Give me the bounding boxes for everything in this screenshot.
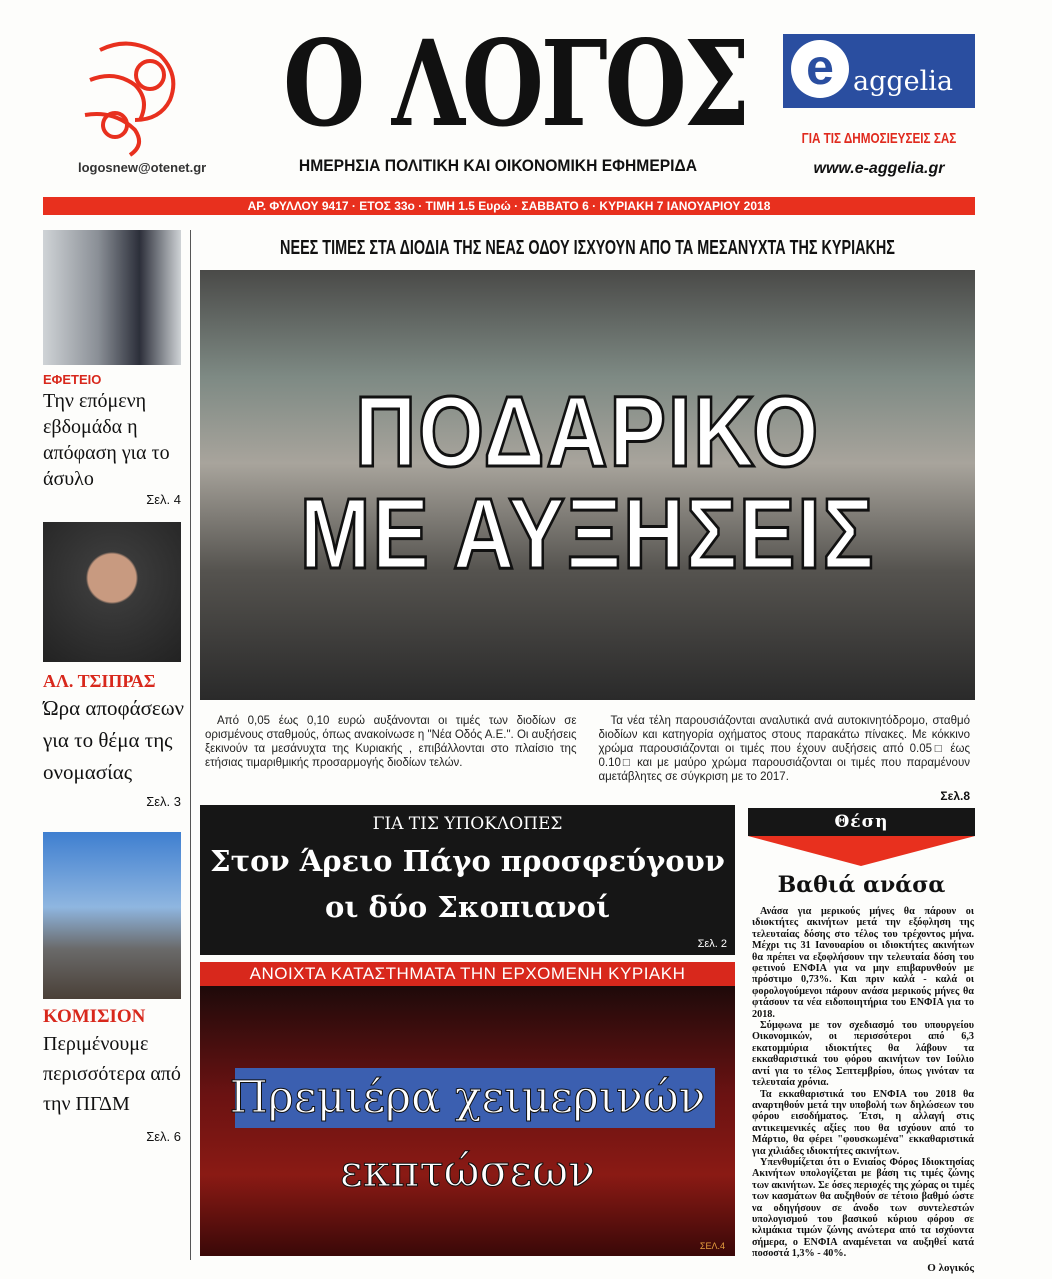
ad-tagline: ΓΙΑ ΤΙΣ ΔΗΜΟΣΙΕΥΣΕΙΣ ΣΑΣ [801,130,957,147]
sidebar-kicker: ΚΟΜΙΣΙΟΝ [43,1006,146,1027]
opinion-paragraph: Σύμφωνα με τον σχεδιασμό του υπουργείου Οικονομικών, οι περισσότεροι από 6,3 εκατομμύρια ιδιοκτήτες θα λάβουν τα εκκαθαριστικά του φόρου ακινήτων τον Ιούλιο αντί για το τέλος Σεπτεμβρίου, όπως γινόταν τα τελευταία χρόνια. [752,1020,974,1089]
column-divider [190,230,191,1260]
contact-email[interactable]: logosnew@otenet.gr [78,160,207,175]
wiretap-story-box[interactable] [200,805,735,955]
sidebar [43,230,189,1145]
sidebar-headline[interactable]: Περιμένουμε περισσότερα από την ΠΓΔΜ [43,1033,181,1115]
toll-station-photo [200,270,975,700]
newspaper-logo-illustration [70,30,200,160]
sidebar-kicker: ΑΛ. ΤΣΙΠΡΑΣ [43,671,156,691]
page-ref: ΣΕΛ.4 [699,1241,725,1251]
sales-overline: ΑΝΟΙΧΤΑ ΚΑΤΑΣΤΗΜΑΤΑ ΤΗΝ ΕΡΧΟΜΕΝΗ ΚΥΡΙΑΚΗ [200,962,735,986]
lead-overline: ΝΕΕΣ ΤΙΜΕΣ ΣΤΑ ΔΙΟΔΙΑ ΤΗΣ ΝΕΑΣ ΟΔΟΥ ΙΣΧΥΟΥΝ ΑΠΟ ΤΑ ΜΕΣΑΝΥΧΤΑ ΤΗΣ ΚΥΡΙΑΚΗΣ [280,237,895,259]
wiretap-headline-line1: Στον Άρειο Πάγο προσφεύγουν [210,844,725,878]
skopje-photo [43,832,181,999]
sidebar-kicker: ΕΦΕΤΕΙΟ [43,372,102,387]
tsipras-photo [43,522,181,662]
opinion-headline[interactable]: Βαθιά ανάσα [777,872,946,898]
page-ref: Σελ. 3 [146,794,181,809]
court-photo [43,230,181,365]
newspaper-subtitle: ΗΜΕΡΗΣΙΑ ΠΟΛΙΤΙΚΗ ΚΑΙ ΟΙΚΟΝΟΜΙΚΗ ΕΦΗΜΕΡΙΔΑ [298,156,698,175]
page-ref: Σελ. 6 [146,1129,181,1144]
opinion-label: Θέση [834,812,889,832]
lead-headline-line2[interactable]: ΜΕ ΑΥΞΗΣΕΙΣ [299,478,876,590]
opinion-paragraph: Τα εκκαθαριστικά του ΕΝΦΙΑ του 2018 θα αναρτηθούν μετά την υποβολή των δηλώσεων του φόρου εισοδήματος. Έτσι, η αλλαγή στις αντικειμενικές αξίες που θα ισχύουν από το Μάρτιο, θα φέρει "φουσκωμένα" εκκαθαριστικά για χιλιάδες ιδιοκτήτες ακινήτων. [752,1088,974,1157]
lead-paragraph: Από 0,05 έως 0,10 ευρώ αυξάνονται οι τιμές των διοδίων σε ορισμένους σταθμούς, όπως ανακοίνωσε η "Νέα Οδός Α.Ε.". Οι αυξήσεις ξεκινούν τα μεσάνυχτα της Κυριακής , επιβάλλονται στο πλαίσιο της ετήσιας τιμαριθμικής προσαρμογής διοδίων τελών. [205,715,577,769]
page-ref: Σελ.8 [940,789,970,803]
issue-info-bar: ΑΡ. ΦΥΛΛΟΥ 9417 · ΕΤΟΣ 33ο · ΤΙΜΗ 1.5 Ευρώ · ΣΑΒΒΑΤΟ 6 · ΚΥΡΙΑΚΗ 7 ΙΑΝΟΥΑΡΙΟΥ 2018 [43,197,975,215]
opinion-body [752,906,974,1275]
opinion-paragraph: Υπενθυμίζεται ότι ο Ενιαίος Φόρος Ιδιοκτησίας Ακινήτων υπολογίζεται με βάση τις τιμές ζώνης των ακινήτων. Σε όσες περιοχές της χώρας οι τιμές των κασμάτων θα αυξηθούν σε τέτοιο βαθμό ώστε να οδηγήσουν σε άνοδο των συντελεστών υπολογισμού του βασικού κύριου φόρου σε κλιμάκια τιμών ζώνης ανώτερα από τα ισχύοντα σήμερα, ο ΕΝΦΙΑ αναμένεται να αυξηθεί κατά ποσοστά 1,3% - 40%. [752,1156,974,1260]
wiretap-headline-line2: οι δύο Σκοπιανοί [324,890,611,924]
page-ref: Σελ. 2 [697,938,727,950]
lead-article-body [205,714,970,784]
shop-window-photo[interactable] [200,986,735,1256]
opinion-signature: Ο λογικός [927,1261,974,1274]
eaggelia-logo-text: aggelia [853,66,954,97]
lead-paragraph: Τα νέα τέλη παρουσιάζονται αναλυτικά ανά αυτοκινητόδρομο, σταθμό διοδίων και κατηγορία οχήματος στους παρακάτω πίνακες. Με κόκκινο χρώμα παρουσιάζονται οι τιμές που έχουν αυξήσεις από 0.05□ έως 0.10□ και με μαύρο χρώμα παρουσιάζονται οι τιμές που παραμένουν αμετάβλητες σε σύγκριση με το 2017. [598,715,970,783]
opinion-paragraph: Ανάσα για μερικούς μήνες θα πάρουν οι ιδιοκτήτες ακινήτων μετά την εξόφληση της τελευταίας δόσης στο τέλος του τρέχοντος μήνα. Μέχρι τις 31 Ιανουαρίου οι ιδιοκτήτες ακινήτων θα πρέπει να εξοφλήσουν την τελευταία δόση του φετινού ΕΝΦΙΑ για να μην επιβαρυνθούν με πρόστιμο 0,73%. Και πριν καλά - καλά οι φορολογούμενοι πάρουν ανάσα μερικούς μήνες θα φτάσουν τα νέα ειδοποιητήρια του ΕΝΦΙΑ για το 2018. [752,906,974,1020]
eaggelia-logo-icon: e [791,40,849,98]
eaggelia-ad[interactable] [783,34,975,108]
sales-headline-line2: εκπτώσεων [340,1146,595,1197]
sidebar-headline[interactable]: Την επόμενη εβδομάδα η απόφαση για το άσυλο [43,390,170,490]
lead-headline-line1[interactable]: ΠΟΔΑΡΙΚΟ [354,376,821,488]
sidebar-headline[interactable]: Ώρα αποφάσεων για το θέμα της ονομασίας [43,696,185,784]
newspaper-title: Ο ΛΟΓΟΣ [283,14,748,153]
sales-headline-line1: Πρεμιέρα χειμερινών [229,1072,706,1123]
ad-url[interactable]: www.e-aggelia.gr [813,160,945,177]
wiretap-kicker: ΓΙΑ ΤΙΣ ΥΠΟΚΛΟΠΕΣ [372,814,563,834]
page-ref: Σελ. 4 [146,492,181,507]
